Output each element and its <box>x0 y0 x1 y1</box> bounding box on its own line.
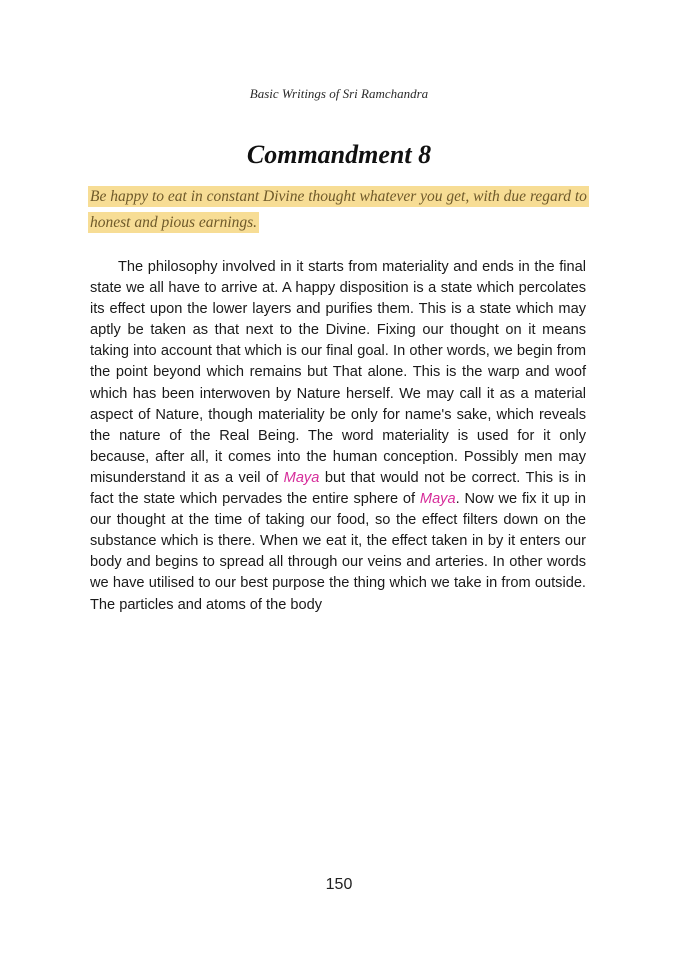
maya-term: Maya <box>283 469 320 486</box>
page-number: 150 <box>325 876 353 893</box>
commandment-quote <box>88 184 594 236</box>
body-text-part3: . Now we fix it up in our thought at the time of taking our food, so the effect filters down on the substance which is there. When we eat it, the effect taken in by it enters our body and begins to spread all through our veins and arteries. In other words we have utilised to our best purpose the thing which we take in from outside. The particles and atoms of the body <box>90 491 586 613</box>
body-text-part2: but that would not be correct. This is in fact the state which pervades the entire sphere of <box>90 469 587 508</box>
maya-term: Maya <box>419 491 456 508</box>
commandment-highlight: Be happy to eat in constant Divine thought whatever you get, with due regard to honest and pious earnings. <box>90 188 587 231</box>
body-paragraph <box>90 257 586 616</box>
body-text-part1: The philosophy involved in it starts from materiality and ends in the final state we all have to arrive at. A happy disposition is a state which percolates its effect upon the lower layers and purifies them. This is a state which may aptly be taken as that next to the Divine. Fixing our thought on it means taking into account that which is our final goal. In other words, we begin from the point beyond which remains but That alone. This is the warp and woof which has been interwoven by Nature herself. We may call it as a material aspect of Nature, though materiality be only for name's sake, which reveals the nature of the Real Being. The word materiality is used for it only because, after all, it comes into the human conception. Possibly men may misunderstand it as a veil of <box>90 259 586 486</box>
page-title: Commandment 8 <box>246 140 432 169</box>
running-header: Basic Writings of Sri Ramchandra <box>249 86 429 101</box>
